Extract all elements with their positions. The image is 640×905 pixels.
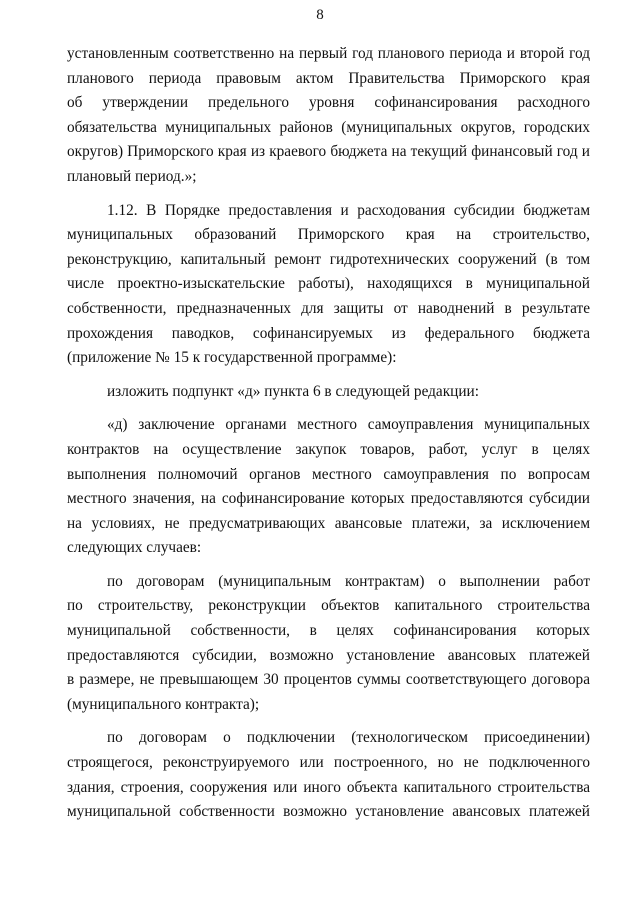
text-line: здания, строения, сооружения или иного объекта капитального строительства — [67, 778, 590, 796]
paragraph — [67, 380, 590, 405]
text-line: собственности, предназначенных для защиты от наводнений в результате — [67, 299, 590, 317]
text-line: прохождения паводков, софинансируемых из федерального бюджета — [67, 324, 590, 342]
text-line: строящегося, реконструируемого или построенного, но не подключенного — [67, 754, 590, 772]
text-line: числе проектно-изыскательские работы), находящихся в муниципальной — [67, 275, 590, 293]
text-line: планового периода правовым актом Правительства Приморского края — [67, 69, 590, 87]
text-line: плановый период.»; — [67, 167, 197, 185]
paragraph — [67, 199, 590, 371]
text-line: (муниципального контракта); — [67, 695, 260, 713]
text-line: по договорам о подключении (технологическом присоединении) — [107, 729, 590, 747]
text-line: по строительству, реконструкции объектов капитального строительства — [67, 597, 590, 615]
paragraph — [67, 42, 590, 190]
paragraph — [67, 570, 590, 718]
text-line: обязательства муниципальных районов (муниципальных округов, городских — [67, 118, 590, 136]
text-line: округов) Приморского края из краевого бюджета на текущий финансовый год и — [67, 143, 590, 161]
text-line: муниципальных образований Приморского края на строительство, — [67, 226, 590, 244]
text-line: выполнения полномочий органов местного самоуправления по вопросам — [67, 465, 590, 483]
page-number: 8 — [316, 7, 324, 23]
text-line: 1.12. В Порядке предоставления и расходования субсидии бюджетам — [107, 201, 590, 219]
text-line: следующих случаев: — [67, 539, 202, 557]
document-body — [67, 42, 590, 834]
text-line: реконструкцию, капитальный ремонт гидротехнических сооружений (в том — [67, 250, 590, 268]
text-line: об утверждении предельного уровня софинансирования расходного — [67, 94, 590, 112]
text-line: (приложение № 15 к государственной программе): — [67, 349, 397, 367]
text-line: муниципальной собственности, в целях софинансирования которых — [67, 622, 590, 640]
text-line: установленным соответственно на первый год планового периода и второй год — [67, 45, 590, 62]
text-line: в размере, не превышающем 30 процентов суммы соответствующего договора — [67, 671, 590, 689]
text-line: предоставляются субсидии, возможно установление авансовых платежей — [67, 646, 590, 664]
paragraph — [67, 726, 590, 824]
text-line: изложить подпункт «д» пункта 6 в следующей редакции: — [107, 382, 479, 400]
text-line: по договорам (муниципальным контрактам) о выполнении работ — [107, 572, 590, 590]
text-line: на условиях, не предусматривающих авансовые платежи, за исключением — [67, 514, 590, 532]
text-line: контрактов на осуществление закупок товаров, работ, услуг в целях — [67, 440, 590, 458]
paragraph — [67, 413, 590, 561]
text-line: местного значения, на софинансирование которых предоставляются субсидии — [67, 490, 590, 508]
text-line: муниципальной собственности возможно установление авансовых платежей — [67, 803, 590, 821]
text-line: «д) заключение органами местного самоуправления муниципальных — [107, 416, 590, 434]
